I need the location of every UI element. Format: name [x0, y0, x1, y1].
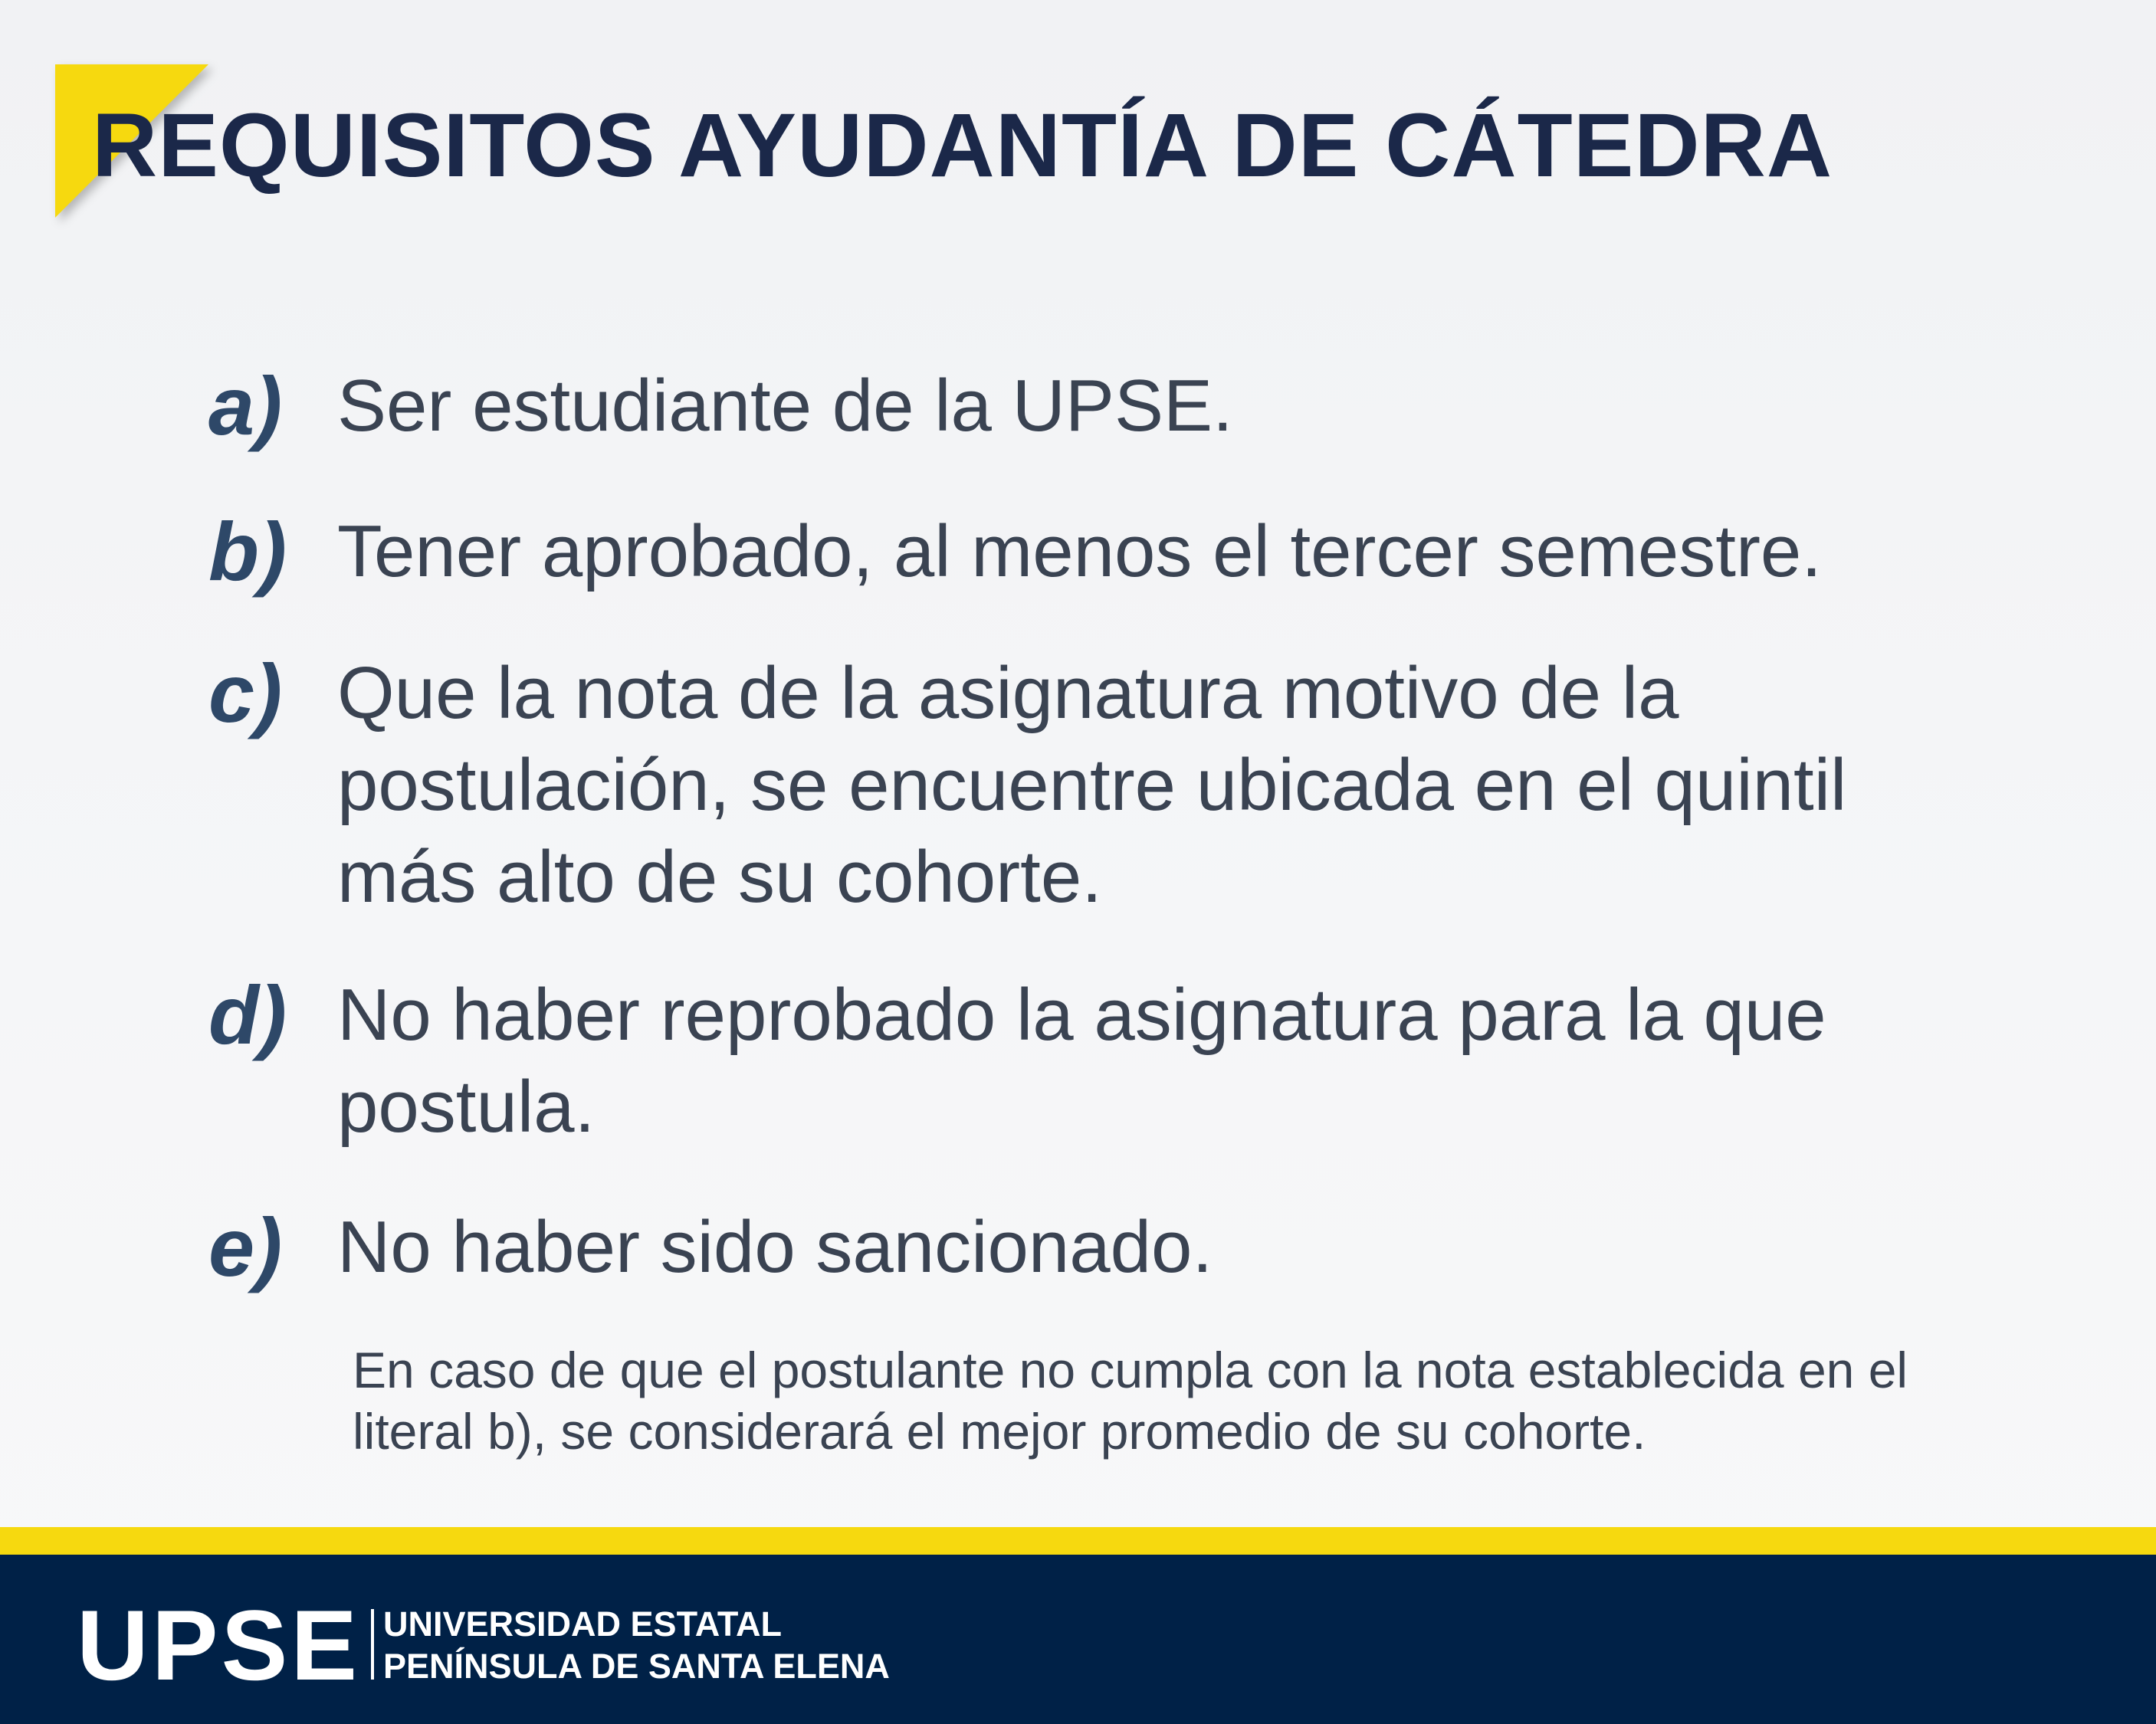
requirement-text: Que la nota de la asignatura motivo de la postulación, se encuentre ubicada en el quintil más alto de su cohorte. — [337, 652, 1847, 918]
university-name — [383, 1603, 890, 1687]
requirement-letter: b) — [208, 505, 287, 598]
requirement-letter: d) — [208, 969, 287, 1061]
university-name-line1: UNIVERSIDAD ESTATAL — [383, 1604, 783, 1644]
page-title: REQUISITOS AYUDANTÍA DE CÁTEDRA — [92, 95, 1833, 196]
footnote: En caso de que el postulante no cumpla con la nota establecida en el literal b), se considerará el mejor promedio de su cohorte. — [353, 1342, 1908, 1460]
footer-yellow-stripe — [0, 1527, 2156, 1555]
requirement-text: Tener aprobado, al menos el tercer semestre. — [337, 510, 1822, 592]
university-name-line2: PENÍNSULA DE SANTA ELENA — [383, 1647, 890, 1686]
requirement-text: Ser estudiante de la UPSE. — [337, 365, 1233, 447]
requirement-letter: c) — [208, 647, 283, 739]
requirement-text: No haber sido sancionado. — [337, 1206, 1213, 1288]
requirement-text: No haber reprobado la asignatura para la que postula. — [337, 974, 1826, 1148]
logo-divider — [371, 1609, 374, 1680]
requirement-letter: e) — [208, 1201, 283, 1293]
requirement-letter: a) — [208, 359, 283, 452]
upse-logo: UPSE — [77, 1589, 361, 1701]
